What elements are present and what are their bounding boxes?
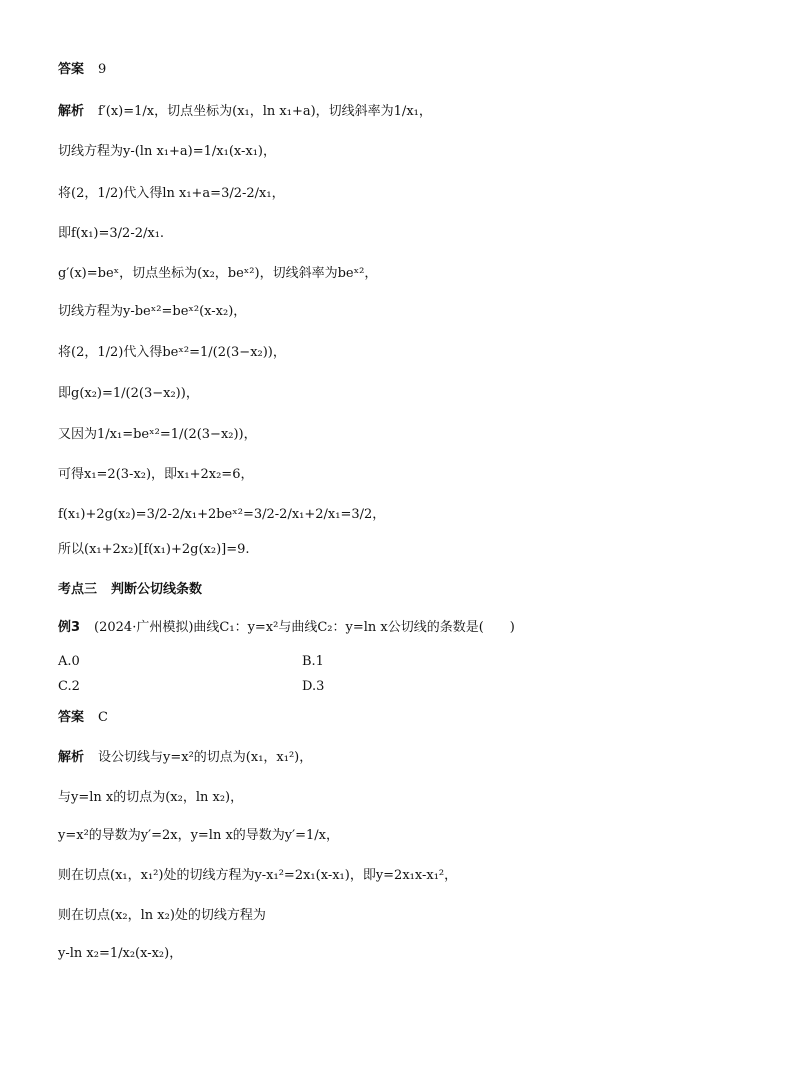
solution-line: 切线方程为y-beˣ²=beˣ²(x-x₂)， xyxy=(58,304,247,319)
example-question xyxy=(58,618,754,638)
solution-line: 所以(x₁+2x₂)[f(x₁)+2g(x₂)]=9. xyxy=(58,542,250,557)
option-d: D.3 xyxy=(302,679,325,694)
option-a: A.0 xyxy=(58,654,80,669)
analysis-label: 解析 xyxy=(58,750,85,765)
solution-line: 则在切点(x₁，x₁²)处的切线方程为y-x₁²=2x₁(x-x₁)，即y=2x₁x-x₁²， xyxy=(58,868,458,883)
solution-line: 与y=ln x的切点为(x₂，ln x₂)， xyxy=(58,790,244,805)
analysis-label: 解析 xyxy=(58,104,85,119)
solution-line: 可得x₁=2(3-x₂)，即x₁+2x₂=6， xyxy=(58,467,254,482)
example-text: (2024·广州模拟)曲线C₁：y=x²与曲线C₂：y=ln x公切线的条数是( ) xyxy=(94,620,515,635)
section-label: 考点三 xyxy=(58,582,98,597)
answer-line-1 xyxy=(58,60,754,80)
solution-line: 将(2，1/2)代入得beˣ²=1/(2(3−x₂))， xyxy=(58,345,286,360)
answer-label: 答案 xyxy=(58,62,85,77)
answer-value: C xyxy=(98,710,108,725)
solution-line: 将(2，1/2)代入得ln x₁+a=3/2-2/x₁， xyxy=(58,186,285,201)
section-heading xyxy=(58,580,754,600)
solution-line: 则在切点(x₂，ln x₂)处的切线方程为 xyxy=(58,908,266,923)
option-c: C.2 xyxy=(58,679,80,694)
solution-line: y=x²的导数为y′=2x，y=ln x的导数为y′=1/x， xyxy=(58,828,339,843)
solution-line: g′(x)=beˣ，切点坐标为(x₂，beˣ²)，切线斜率为beˣ²， xyxy=(58,266,378,281)
solution-line: f(x₁)+2g(x₂)=3/2-2/x₁+2beˣ²=3/2-2/x₁+2/x₁=3/2， xyxy=(58,507,386,522)
answer-label: 答案 xyxy=(58,710,85,725)
analysis-text: f′(x)=1/x，切点坐标为(x₁，ln x₁+a)，切线斜率为1/x₁， xyxy=(98,104,432,119)
analysis-line-1 xyxy=(58,102,754,122)
answer-value: 9 xyxy=(98,62,107,77)
answer-line-2 xyxy=(58,708,754,728)
option-b: B.1 xyxy=(302,654,324,669)
solution-line: 即f(x₁)=3/2-2/x₁. xyxy=(58,226,165,241)
example-label: 例3 xyxy=(58,620,81,635)
analysis-text: 设公切线与y=x²的切点为(x₁，x₁²)， xyxy=(98,750,313,765)
solution-line: 即g(x₂)=1/(2(3−x₂))， xyxy=(58,386,199,401)
solution-line: 切线方程为y-(ln x₁+a)=1/x₁(x-x₁)， xyxy=(58,144,276,159)
analysis-line-2 xyxy=(58,748,754,768)
section-title: 判断公切线条数 xyxy=(111,582,203,597)
solution-line: 又因为1/x₁=beˣ²=1/(2(3−x₂))， xyxy=(58,427,257,442)
solution-line: y-ln x₂=1/x₂(x-x₂)， xyxy=(58,946,183,961)
